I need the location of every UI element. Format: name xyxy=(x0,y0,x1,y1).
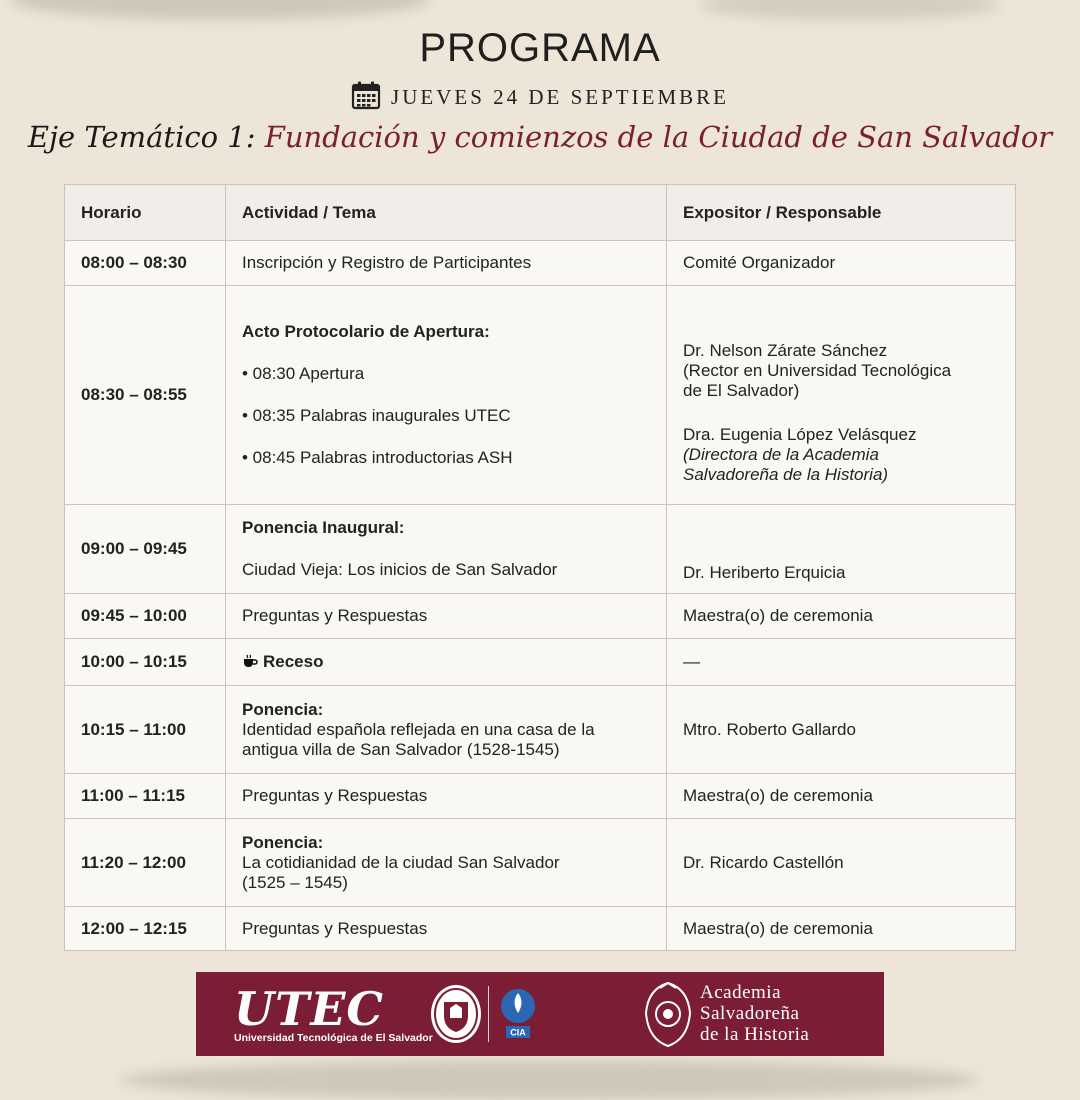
thematic-axis-heading xyxy=(0,120,1080,154)
academia-line: Academia xyxy=(700,982,782,1003)
row-time: 08:00 – 08:30 xyxy=(65,241,226,286)
speaker-name: Dr. Nelson Zárate Sánchez xyxy=(683,341,888,360)
coffee-icon xyxy=(242,654,258,668)
table-row xyxy=(65,241,1016,286)
activity-title: Ponencia: xyxy=(242,699,324,719)
row-activity: Preguntas y Respuestas xyxy=(226,907,667,951)
row-speaker: Comité Organizador xyxy=(667,241,1016,286)
date-text: JUEVES 24 DE SEPTIEMBRE xyxy=(391,85,729,109)
row-speaker: Mtro. Roberto Gallardo xyxy=(667,686,1016,774)
row-activity xyxy=(226,686,667,774)
page-title: PROGRAMA xyxy=(419,26,661,70)
row-activity xyxy=(226,286,667,505)
row-time: 08:30 – 08:55 xyxy=(65,286,226,505)
svg-text:CIA: CIA xyxy=(510,1027,526,1038)
table-row xyxy=(65,286,1016,505)
utec-subtitle: Universidad Tecnológica de El Salvador xyxy=(234,1032,433,1044)
row-activity xyxy=(226,819,667,907)
program-table-container xyxy=(64,184,1016,951)
activity-title: Acto Protocolario de Apertura: xyxy=(242,322,490,341)
speaker-role: de El Salvador) xyxy=(683,381,800,400)
row-time: 11:00 – 11:15 xyxy=(65,774,226,819)
row-time: 09:00 – 09:45 xyxy=(65,505,226,594)
program-table xyxy=(64,184,1016,951)
agenda-item: • 08:45 Palabras introductorias ASH xyxy=(242,448,513,467)
table-row xyxy=(65,594,1016,639)
row-activity: Preguntas y Respuestas xyxy=(226,774,667,819)
table-row xyxy=(65,819,1016,907)
academia-line: Salvadoreña xyxy=(700,1003,800,1024)
academia-crest-icon xyxy=(642,980,694,1048)
row-speaker: Dr. Ricardo Castellón xyxy=(667,819,1016,907)
row-speaker: Maestra(o) de ceremonia xyxy=(667,774,1016,819)
utec-logo: UTEC xyxy=(234,982,385,1036)
row-time: 10:15 – 11:00 xyxy=(65,686,226,774)
row-activity xyxy=(226,505,667,594)
row-activity: Inscripción y Registro de Participantes xyxy=(226,241,667,286)
row-time: 12:00 – 12:15 xyxy=(65,907,226,951)
row-speaker: Maestra(o) de ceremonia xyxy=(667,594,1016,639)
speaker-role: (Directora de la Academia xyxy=(683,445,879,464)
speaker-role: Salvadoreña de la Historia) xyxy=(683,465,889,484)
row-time: 09:45 – 10:00 xyxy=(65,594,226,639)
activity-text: Identidad española reflejada en una casa de la xyxy=(242,719,595,739)
row-speaker: Dr. Heriberto Erquicia xyxy=(667,505,1016,594)
table-row xyxy=(65,639,1016,686)
paper-texture-bottom xyxy=(120,1060,980,1100)
row-speaker: — xyxy=(667,639,1016,686)
eje-theme: Fundación y comienzos de la Ciudad de San Salvador xyxy=(264,120,1053,154)
row-time: 10:00 – 10:15 xyxy=(65,639,226,686)
academia-line: de la Historia xyxy=(700,1024,810,1045)
speaker-name: Dra. Eugenia López Velásquez xyxy=(683,425,917,444)
activity-text: Ciudad Vieja: Los inicios de San Salvador xyxy=(242,560,558,579)
activity-title: Ponencia: xyxy=(242,832,324,852)
academia-wordmark xyxy=(700,982,809,1045)
row-speaker: Maestra(o) de ceremonia xyxy=(667,907,1016,951)
eje-prefix: Eje Temático 1: xyxy=(27,120,256,154)
table-header-row xyxy=(65,185,1016,241)
table-row xyxy=(65,686,1016,774)
col-header-horario: Horario xyxy=(65,185,226,241)
calendar-icon xyxy=(351,80,381,110)
table-row xyxy=(65,907,1016,951)
activity-title: Ponencia Inaugural: xyxy=(242,518,405,537)
activity-text: Receso xyxy=(263,652,324,671)
table-row xyxy=(65,774,1016,819)
activity-text: antigua villa de San Salvador (1528-1545) xyxy=(242,739,560,759)
col-header-expositor: Expositor / Responsable xyxy=(667,185,1016,241)
row-activity: Preguntas y Respuestas xyxy=(226,594,667,639)
paper-texture-top xyxy=(10,0,430,20)
row-activity xyxy=(226,639,667,686)
sponsor-logo-banner xyxy=(196,972,884,1056)
agenda-item: • 08:30 Apertura xyxy=(242,364,365,383)
row-time: 11:20 – 12:00 xyxy=(65,819,226,907)
cia-logo-icon xyxy=(498,984,538,1044)
paper-texture-top-right xyxy=(700,0,1000,20)
activity-text: La cotidianidad de la ciudad San Salvador xyxy=(242,852,560,872)
speaker-role: (Rector en Universidad Tecnológica xyxy=(683,361,952,380)
row-speaker xyxy=(667,286,1016,505)
activity-text: (1525 – 1545) xyxy=(242,872,348,892)
event-date xyxy=(0,80,1080,110)
col-header-actividad: Actividad / Tema xyxy=(226,185,667,241)
table-row xyxy=(65,505,1016,594)
utec-seal-icon xyxy=(428,982,484,1046)
logo-divider xyxy=(488,986,489,1042)
agenda-item: • 08:35 Palabras inaugurales UTEC xyxy=(242,406,511,425)
